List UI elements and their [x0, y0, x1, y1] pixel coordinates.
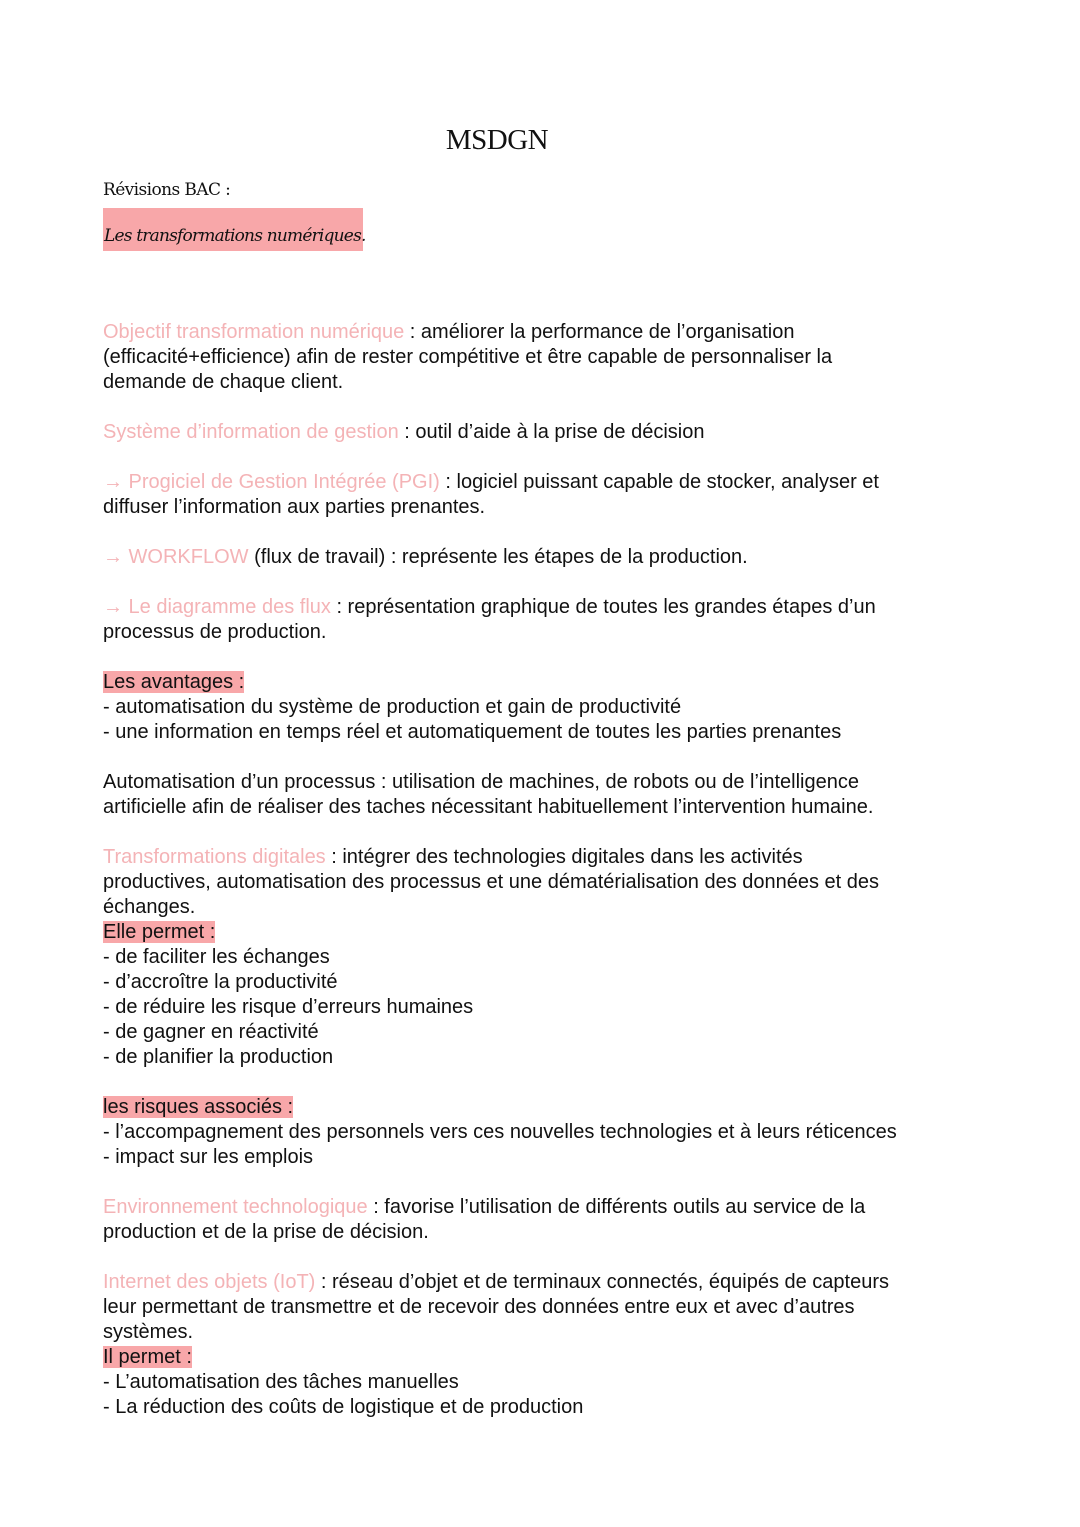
text-line	[103, 1295, 1003, 1320]
text-line	[103, 1270, 1003, 1295]
body-text: (efficacité+efficience) afin de rester compétitive et être capable de personnaliser la	[103, 346, 833, 368]
text-line	[103, 995, 1003, 1020]
blank-line	[103, 570, 1003, 595]
text-line	[103, 1095, 1003, 1120]
body-text: diffuser l’information aux parties prenantes.	[103, 496, 486, 518]
text-line	[103, 595, 1003, 620]
blank-line	[103, 1070, 1003, 1095]
body-text: - d’accroître la productivité	[103, 971, 338, 993]
body-text: artificielle afin de réaliser des taches nécessitant habituellement l’intervention humaine.	[103, 796, 874, 818]
key-term: → WORKFLOW	[103, 546, 249, 568]
key-term: Environnement technologique	[103, 1196, 368, 1218]
text-line	[103, 1370, 1003, 1395]
text-line	[103, 1020, 1003, 1045]
body-text: - de faciliter les échanges	[103, 946, 330, 968]
text-line	[103, 1345, 1003, 1370]
text-line	[103, 920, 1003, 945]
text-line	[103, 345, 1003, 370]
body-text: : intégrer des technologies digitales dans les activités	[325, 846, 803, 868]
key-term: Transformations digitales	[103, 846, 326, 868]
body-text: : logiciel puissant capable de stocker, analyser et	[439, 471, 879, 493]
text-line	[103, 1195, 1003, 1220]
body-text: : favorise l’utilisation de différents outils au service de la	[367, 1196, 866, 1218]
text-line	[103, 1395, 1003, 1420]
text-line	[103, 845, 1003, 870]
key-term: → Progiciel de Gestion Intégrée (PGI)	[103, 471, 440, 493]
text-line	[103, 1120, 1003, 1145]
key-term: → Le diagramme des flux	[103, 596, 331, 618]
text-line	[103, 1045, 1003, 1070]
body-text: : améliorer la performance de l’organisation	[404, 321, 795, 343]
highlighted-heading: Il permet :	[103, 1346, 192, 1368]
text-line	[103, 420, 1003, 445]
text-line	[103, 870, 1003, 895]
body-text: - une information en temps réel et automatiquement de toutes les parties prenantes	[103, 721, 842, 743]
text-line	[103, 1145, 1003, 1170]
body-text: - de planifier la production	[103, 1046, 334, 1068]
text-line	[103, 495, 1003, 520]
key-term: Objectif transformation numérique	[103, 321, 405, 343]
text-line	[103, 795, 1003, 820]
body-text: production et de la prise de décision.	[103, 1221, 429, 1243]
text-line	[103, 620, 1003, 645]
blank-line	[103, 1245, 1003, 1270]
text-line	[103, 320, 1003, 345]
text-line	[103, 945, 1003, 970]
key-term: Internet des objets (IoT)	[103, 1271, 316, 1293]
text-line	[103, 545, 1003, 570]
text-line	[103, 695, 1003, 720]
body-text: (flux de travail) : représente les étapes de la production.	[248, 546, 748, 568]
blank-line	[103, 745, 1003, 770]
text-line	[103, 370, 1003, 395]
text-line	[103, 1320, 1003, 1345]
text-line	[103, 720, 1003, 745]
body-text: systèmes.	[103, 1321, 194, 1343]
body-text: productives, automatisation des processus et une dématérialisation des données et des	[103, 871, 880, 893]
document-title: MSDGN	[445, 124, 549, 156]
blank-line	[103, 520, 1003, 545]
body-text: processus de production.	[103, 621, 327, 643]
body-text: échanges.	[103, 896, 196, 918]
document-subtitle: Révisions BAC :	[103, 180, 231, 200]
body-text: - de gagner en réactivité	[103, 1021, 319, 1043]
blank-line	[103, 395, 1003, 420]
body-text: : représentation graphique de toutes les grandes étapes d’un	[330, 596, 876, 618]
text-line	[103, 895, 1003, 920]
blank-line	[103, 1170, 1003, 1195]
blank-line	[103, 820, 1003, 845]
document-body	[103, 320, 1003, 1420]
key-term: Système d’information de gestion	[103, 421, 399, 443]
blank-line	[103, 645, 1003, 670]
highlighted-heading: Les avantages :	[103, 671, 245, 693]
text-line	[103, 770, 1003, 795]
body-text: leur permettant de transmettre et de recevoir des données entre eux et avec d’autres	[103, 1296, 855, 1318]
body-text: - de réduire les risque d’erreurs humaines	[103, 996, 474, 1018]
text-line	[103, 470, 1003, 495]
body-text: Automatisation d’un processus : utilisation de machines, de robots ou de l’intelligence	[103, 771, 859, 793]
body-text: - La réduction des coûts de logistique et de production	[103, 1396, 584, 1418]
text-line	[103, 970, 1003, 995]
body-text: : outil d’aide à la prise de décision	[398, 421, 705, 443]
body-text: - impact sur les emplois	[103, 1146, 314, 1168]
highlighted-heading: les risques associés :	[103, 1096, 294, 1118]
text-line	[103, 670, 1003, 695]
body-text: demande de chaque client.	[103, 371, 344, 393]
body-text: - automatisation du système de production et gain de productivité	[103, 696, 682, 718]
blank-line	[103, 445, 1003, 470]
body-text: - l’accompagnement des personnels vers ces nouvelles technologies et à leurs réticences	[103, 1121, 897, 1143]
body-text: - L’automatisation des tâches manuelles	[103, 1371, 459, 1393]
text-line	[103, 1220, 1003, 1245]
body-text: : réseau d’objet et de terminaux connectés, équipés de capteurs	[315, 1271, 890, 1293]
chapter-heading: Les transformations numériques.	[103, 208, 363, 251]
highlighted-heading: Elle permet :	[103, 921, 216, 943]
